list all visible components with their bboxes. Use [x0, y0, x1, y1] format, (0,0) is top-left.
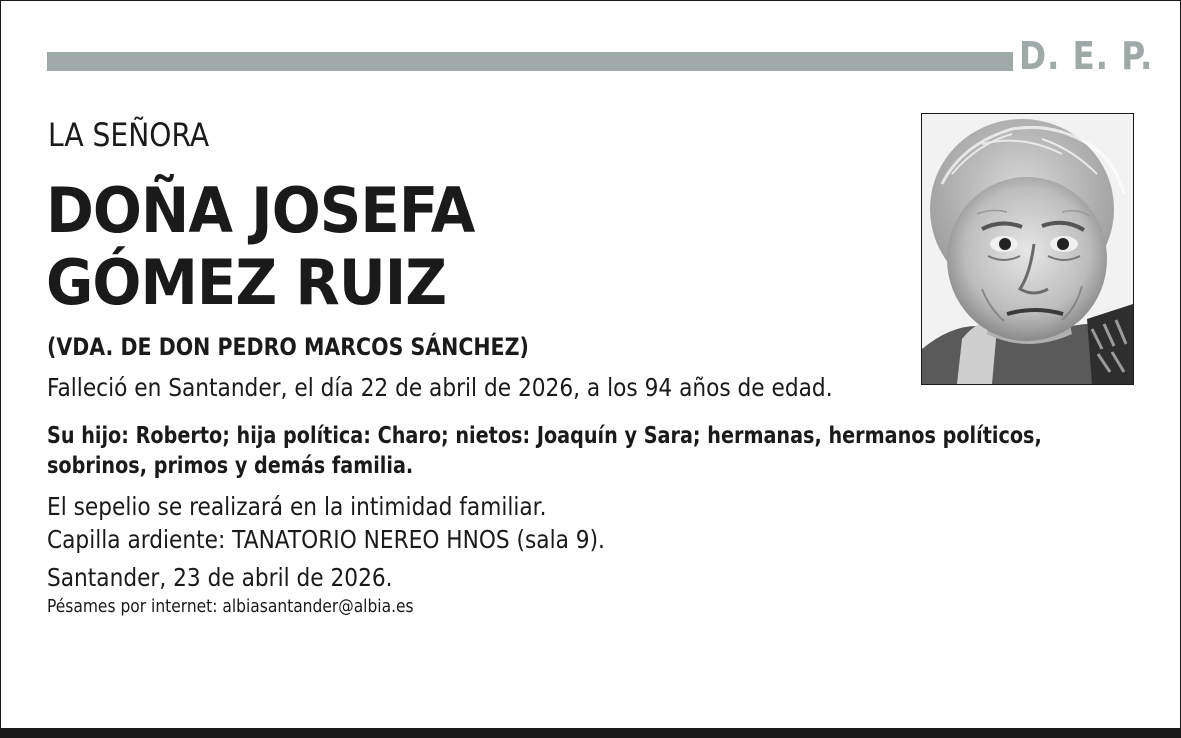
- family-list: [47, 421, 1042, 481]
- deceased-name-line-2: GÓMEZ RUIZ: [46, 246, 447, 319]
- widow-of: (VDA. DE DON PEDRO MARCOS SÁNCHEZ): [47, 333, 529, 361]
- portrait-illustration: [922, 114, 1133, 384]
- family-line-2: sobrinos, primos y demás familia.: [47, 453, 414, 479]
- chapel-line: Capilla ardiente: TANATORIO NEREO HNOS (sala 9).: [47, 525, 605, 554]
- family-line-1: Su hijo: Roberto; hija política: Charo; nietos: Joaquín y Sara; hermanas, hermanos políticos,: [47, 423, 1042, 449]
- portrait-photo: [921, 113, 1134, 385]
- header-rule: [47, 52, 1013, 71]
- death-statement: Falleció en Santander, el día 22 de abril de 2026, a los 94 años de edad.: [47, 373, 833, 402]
- dep-heading: D. E. P.: [1019, 34, 1154, 78]
- burial-info: [47, 490, 605, 556]
- condolences-line: Pésames por internet: albiasantander@albia.es: [47, 596, 414, 617]
- place-date: Santander, 23 de abril de 2026.: [47, 563, 393, 592]
- honorific: LA SEÑORA: [48, 116, 210, 154]
- burial-line: El sepelio se realizará en la intimidad familiar.: [47, 492, 547, 521]
- bottom-bar: [0, 728, 1181, 738]
- deceased-name-line-1: DOÑA JOSEFA: [46, 174, 475, 247]
